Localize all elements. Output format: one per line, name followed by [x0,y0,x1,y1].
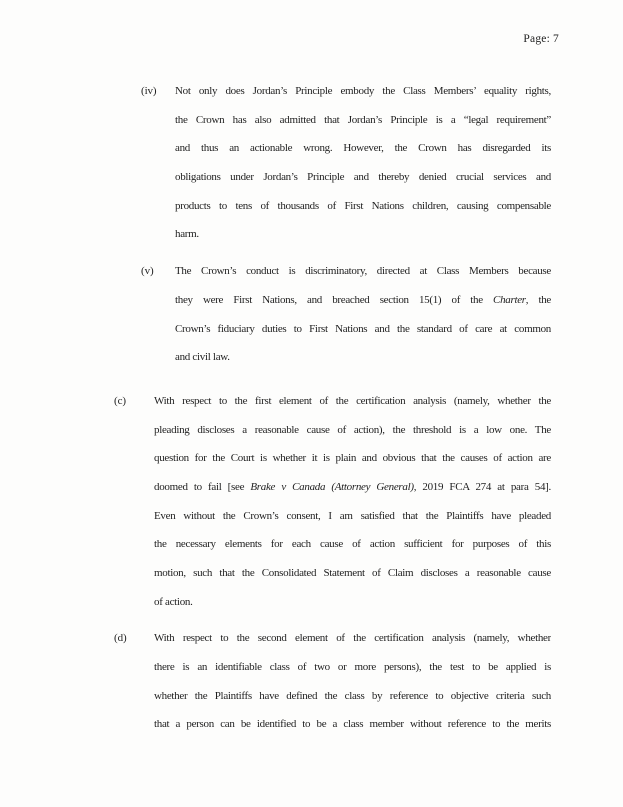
text-line [154,559,551,588]
paragraph-label-v: (v) [141,265,154,278]
text-segment: they were First Nations, and breached section 15(1) of the [175,293,494,306]
text-segment: , 2019 FCA 274 at para 54]. [413,480,551,493]
text-line [154,588,551,617]
text-segment: and civil law. [175,351,230,364]
text-segment: pleading discloses a reasonable cause of action), the threshold is a low one. The [154,423,551,436]
text-segment: Not only does Jordan’s Principle embody the Class Members’ equality rights, [175,85,551,97]
text-line [175,106,551,135]
text-line [154,444,551,473]
text-segment: and thus an actionable wrong. However, the Crown has disregarded its [175,142,551,155]
text-line [175,220,551,249]
text-segment: that a person can be identified to be a class member without reference to the merits [154,718,551,731]
paragraph-label-iv: (iv) [141,85,157,97]
text-segment: whether the Plaintiffs have defined the class by reference to objective criteria such [154,689,551,702]
page-number: Page: 7 [523,33,559,45]
text-segment: the necessary elements for each cause of action sufficient for purposes of this [154,538,551,551]
text-line [175,77,551,106]
text-segment: With respect to the second element of the certification analysis (namely, whether [154,632,551,645]
text-line [175,315,551,344]
text-line [154,416,551,445]
paragraph-iv [0,77,623,249]
text-line [175,134,551,163]
text-segment: doomed to fail [see [154,480,251,493]
text-line [154,530,551,559]
paragraph-text-c [154,387,551,617]
text-line [154,624,551,653]
text-segment: With respect to the first element of the certification analysis (namely, whether the [154,394,551,407]
italic-citation: Charter [493,293,526,306]
paragraph-c [0,387,623,617]
text-segment: products to tens of thousands of First Nations children, causing compensable [175,199,551,212]
text-line [175,257,551,286]
text-line [154,387,551,416]
text-line [154,710,551,739]
text-segment: , the [525,293,551,306]
text-line [175,343,551,372]
paragraph-label-c: (c) [114,394,126,407]
text-line [154,473,551,502]
text-segment: of action. [154,595,193,608]
text-line [154,653,551,682]
text-line [175,163,551,192]
paragraph-text-iv [175,77,551,249]
paragraph-d [0,624,623,739]
paragraph-text-d [154,624,551,739]
paragraph-text-v [175,257,551,372]
text-segment: motion, such that the Consolidated Statement of Claim discloses a reasonable cause [154,567,551,579]
text-segment: there is an identifiable class of two or more persons), the test to be applied is [154,661,551,674]
text-segment: Crown’s fiduciary duties to First Nations and the standard of care at common [175,322,551,335]
text-line [175,286,551,315]
text-line [175,192,551,221]
text-segment: the Crown has also admitted that Jordan’s Principle is a “legal requirement” [175,113,551,126]
text-line [154,682,551,711]
italic-citation: Brake v Canada (Attorney General) [250,480,414,493]
paragraph-label-d: (d) [114,632,127,645]
text-segment: question for the Court is whether it is plain and obvious that the causes of action are [154,452,551,465]
text-line [154,502,551,531]
text-segment: The Crown’s conduct is discriminatory, directed at Class Members because [175,265,551,278]
text-segment: obligations under Jordan’s Principle and thereby denied crucial services and [175,171,551,184]
text-segment: harm. [175,228,199,241]
paragraph-v [0,257,623,372]
text-segment: Even without the Crown’s consent, I am satisfied that the Plaintiffs have pleaded [154,509,551,522]
